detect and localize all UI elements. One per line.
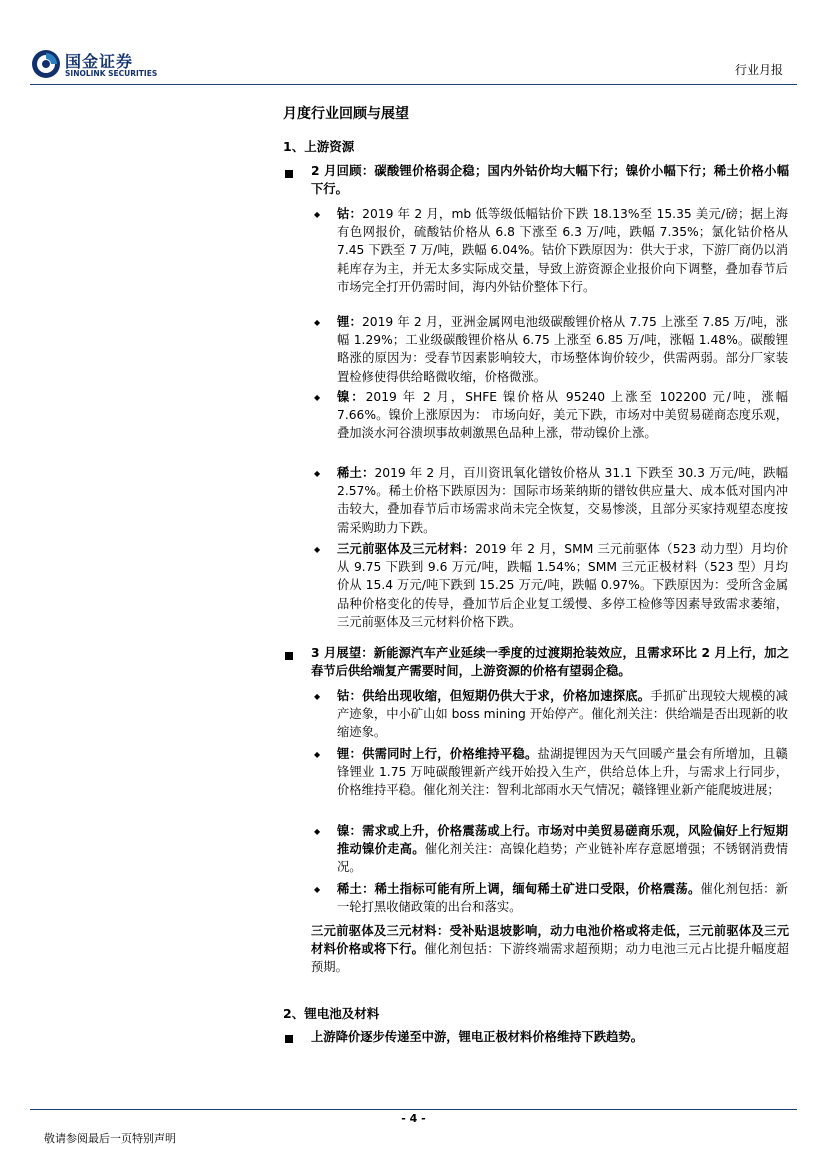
item-label: 镍： [337, 390, 366, 404]
footer-disclaimer: 敬请参阅最后一页特别声明 [44, 1132, 176, 1145]
diamond-bullet-icon: ◆ [314, 545, 321, 554]
item-text: 2019 年 2 月，SMM 三元前驱体（523 动力型）月均价从 9.75 下跌到 9.6 万元/吨，跌幅 1.54%；SMM 三元正极材料（523 型）月均价从 15.4 万元/吨下跌到 15.25 万元/吨，跌幅 0.97%。下跌原因为：受所含金属品种价格变化的传导，叠加节后企业复工缓慢、多停工检修等因素导致需求萎缩，三元前驱体及三元材料价格下跌。 [337, 542, 788, 629]
item-text: 手抓矿出现较大规模的减产迹象，中小矿山如 boss mining 开始停产。催化剂关注：供给端是否出现新的收缩迹象。 [337, 689, 788, 740]
diamond-bullet-icon: ◆ [314, 827, 321, 836]
diamond-bullet-icon: ◆ [314, 692, 321, 701]
report-type-label: 行业月报 [734, 63, 783, 77]
item-text: 催化剂包括：下游终端需求超预期；动力电池三元占比提升幅度超预期。 [311, 942, 789, 975]
item-label: 锂： [337, 315, 362, 329]
mar-outlook-heading: 3 月展望：新能源汽车产业延续一季度的过渡期抢装效应，且需求环比 2 月上行，加之春节后供给端复产需要时间，上游资源的价格有望弱企稳。 [311, 646, 789, 679]
square-bullet-icon [285, 652, 293, 660]
subsection-title-battery: 2、锂电池及材料 [283, 1006, 380, 1021]
item-text: 催化剂关注：高镍化趋势；产业链补库存意愿增强；不锈钢消费情况。 [337, 842, 788, 875]
item-label: 锂：供需同时上行，价格维持平稳。 [337, 747, 538, 761]
item-label: 三元前驱体及三元材料：受补贴退坡影响，动力电池价格或将走低，三元前驱体及三元材料价格或将下行。 [311, 924, 789, 957]
item-text: 盐湖提锂因为天气回暖产量会有所增加，且赣锋锂业 1.75 万吨碳酸锂新产线开始投入生产，供给总体上升，与需求上行同步，价格维持平稳。催化剂关注：智利北部雨水天气情况；赣锋锂业新产能爬坡进展； [337, 747, 788, 798]
diamond-bullet-icon: ◆ [314, 750, 321, 759]
diamond-bullet-icon: ◆ [314, 885, 321, 894]
item-label: 稀土：稀土指标可能有所上调，缅甸稀土矿进口受限，价格震荡。 [337, 882, 701, 896]
sinolink-logo-icon [31, 49, 61, 79]
item-text: 2019 年 2 月，亚洲金属网电池级碳酸锂价格从 7.75 上涨至 7.85 万/吨，涨幅 1.29%；工业级碳酸锂价格从 6.75 上涨至 6.85 万/吨，涨幅 1.48%。碳酸锂略涨的原因为：受春节因素影响较大，市场整体询价较少，供需两弱。部分厂家装置检修使得供给略微收缩，价格微涨。 [337, 315, 788, 384]
item-label: 三元前驱体及三元材料： [337, 542, 476, 556]
item-text: 2019 年 2 月，mb 低等级低幅钴价下跌 18.13%至 15.35 美元/磅；据上海有色网报价，硫酸钴价格从 6.8 下涨至 6.3 万/吨，跌幅 7.35%；氯化钴价格从 7.45 下跌至 7 万/吨，跌幅 6.04%。钴价下跌原因为：供大于求，下游厂商仍以消耗库存为主，并无太多实际成交量，导致上游资源企业报价向下调整，叠加春节后市场完全打开仍需时间，海内外钴价整体下行。 [337, 207, 788, 294]
footer-divider [30, 1109, 797, 1110]
item-text: 催化剂包括：新一轮打黑收储政策的出台和落实。 [337, 882, 788, 915]
page-number: - 4 - [401, 1112, 426, 1125]
diamond-bullet-icon: ◆ [314, 469, 321, 478]
logo-chinese-name: 国金证券 [65, 52, 134, 71]
feb-item-rare-earth [337, 464, 788, 537]
mar-item-rare-earth [337, 880, 788, 916]
section-title: 月度行业回顾与展望 [283, 106, 409, 122]
battery-heading: 上游降价逐步传递至中游，锂电正极材料价格维持下跌趋势。 [311, 1030, 644, 1044]
item-text: 2019 年 2 月，SHFE 镍价格从 95240 上涨至 102200 元/吨，涨幅 7.66%。镍价上涨原因为： 市场向好，美元下跌，市场对中美贸易磋商态度乐观，叠加淡水河谷溃坝事故刺激黑色品种上涨，带动镍价上涨。 [337, 390, 788, 441]
item-label: 镍：需求或上升，价格震荡或上行。市场对中美贸易磋商乐观，风险偏好上行短期推动镍价走高。 [337, 824, 788, 857]
feb-item-lithium [337, 313, 788, 386]
feb-review-heading: 2 月回顾：碳酸锂价格弱企稳；国内外钴价均大幅下行；镍价小幅下行；稀土价格小幅下行。 [311, 164, 789, 197]
item-label: 钴：供给出现收缩，但短期仍供大于求，价格加速探底。 [337, 689, 651, 703]
square-bullet-icon [285, 1035, 293, 1043]
subsection-title-upstream: 1、上游资源 [283, 139, 355, 154]
page-header [0, 0, 827, 90]
diamond-bullet-icon: ◆ [314, 318, 321, 327]
mar-item-nickel [337, 822, 788, 877]
mar-item-ternary [311, 922, 789, 977]
feb-item-ternary [337, 540, 788, 631]
mar-item-lithium [337, 745, 788, 800]
logo-english-name: SINOLINK SECURITIES [65, 69, 158, 78]
item-label: 钴： [337, 207, 363, 221]
item-text: 2019 年 2 月，百川资讯氧化镨钕价格从 31.1 下跌至 30.3 万元/吨，跌幅 2.57%。稀土价格下跌原因为：国际市场莱纳斯的镨钕供应量大、成本低对国内冲击较大，叠加春节后市场需求尚未完全恢复，交易惨淡，且部分买家持观望态度按需采购助力下跌。 [337, 466, 788, 535]
diamond-bullet-icon: ◆ [314, 210, 321, 219]
square-bullet-icon [285, 170, 293, 178]
header-divider [30, 84, 797, 85]
feb-item-nickel [337, 388, 788, 443]
feb-item-cobalt [337, 205, 788, 296]
mar-item-cobalt [337, 687, 788, 742]
item-label: 稀土： [337, 466, 375, 480]
diamond-bullet-icon: ◆ [314, 393, 321, 402]
